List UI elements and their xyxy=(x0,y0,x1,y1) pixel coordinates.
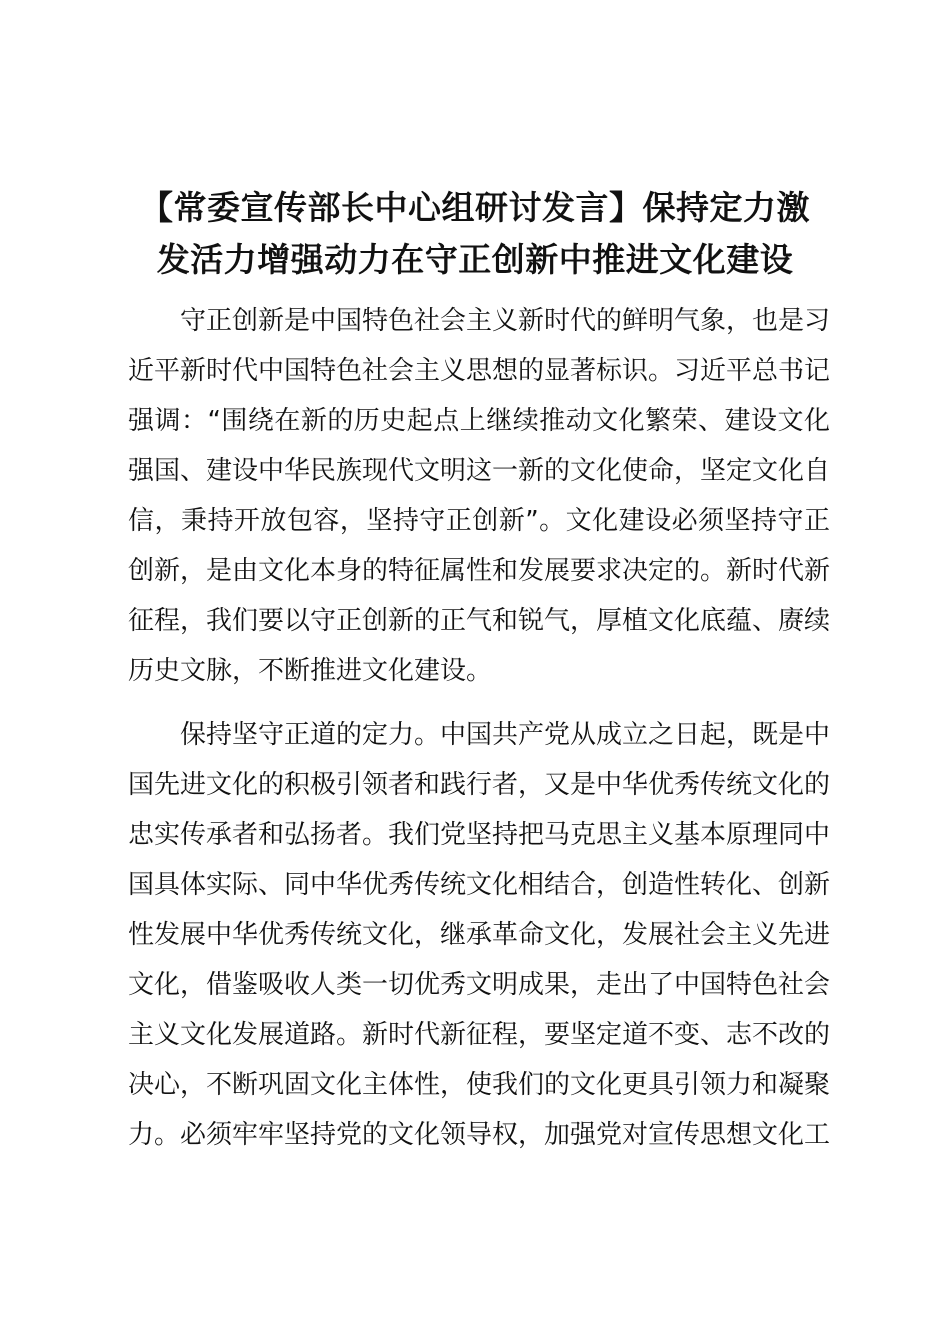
paragraph-line: 征程，我们要以守正创新的正气和锐气，厚植文化底蕴、赓续 xyxy=(128,606,831,636)
paragraph-line: 近平新时代中国特色社会主义思想的显著标识。习近平总书记 xyxy=(128,356,831,386)
paragraph-line: 力。必须牢牢坚持党的文化领导权，加强党对宣传思想文化工 xyxy=(128,1120,831,1150)
paragraph-line: 决心，不断巩固文化主体性，使我们的文化更具引领力和凝聚 xyxy=(128,1070,831,1100)
paragraph-line: 国先进文化的积极引领者和践行者，又是中华优秀传统文化的 xyxy=(128,770,831,800)
paragraph-line: 主义文化发展道路。新时代新征程，要坚定道不变、志不改的 xyxy=(128,1020,831,1050)
paragraph-line: 强国、建设中华民族现代文明这一新的文化使命，坚定文化自 xyxy=(128,456,831,486)
title-line: 【常委宣传部长中心组研讨发言】保持定力激 xyxy=(140,188,810,227)
paragraph-intro xyxy=(128,296,830,696)
paragraph-line: 性发展中华优秀传统文化，继承革命文化，发展社会主义先进 xyxy=(128,920,831,950)
document-title xyxy=(120,182,830,286)
paragraph-line: 创新，是由文化本身的特征属性和发展要求决定的。新时代新 xyxy=(128,556,831,586)
paragraph-line: 保持坚守正道的定力。中国共产党从成立之日起，既是中 xyxy=(180,720,831,750)
paragraph-section-1 xyxy=(128,710,830,1160)
paragraph-line: 信，秉持开放包容，坚持守正创新”。文化建设必须坚持守正 xyxy=(128,506,830,536)
paragraph-line: 国具体实际、同中华优秀传统文化相结合，创造性转化、创新 xyxy=(128,870,831,900)
paragraph-line: 强调：“围绕在新的历史起点上继续推动文化繁荣、建设文化 xyxy=(128,406,830,436)
paragraph-line: 历史文脉，不断推进文化建设。 xyxy=(128,656,493,686)
paragraph-line: 忠实传承者和弘扬者。我们党坚持把马克思主义基本原理同中 xyxy=(128,820,831,850)
title-line: 发活力增强动力在守正创新中推进文化建设 xyxy=(156,240,794,279)
paragraph-line: 文化，借鉴吸收人类一切优秀文明成果，走出了中国特色社会 xyxy=(128,970,831,1000)
paragraph-line: 守正创新是中国特色社会主义新时代的鲜明气象，也是习 xyxy=(180,306,831,336)
